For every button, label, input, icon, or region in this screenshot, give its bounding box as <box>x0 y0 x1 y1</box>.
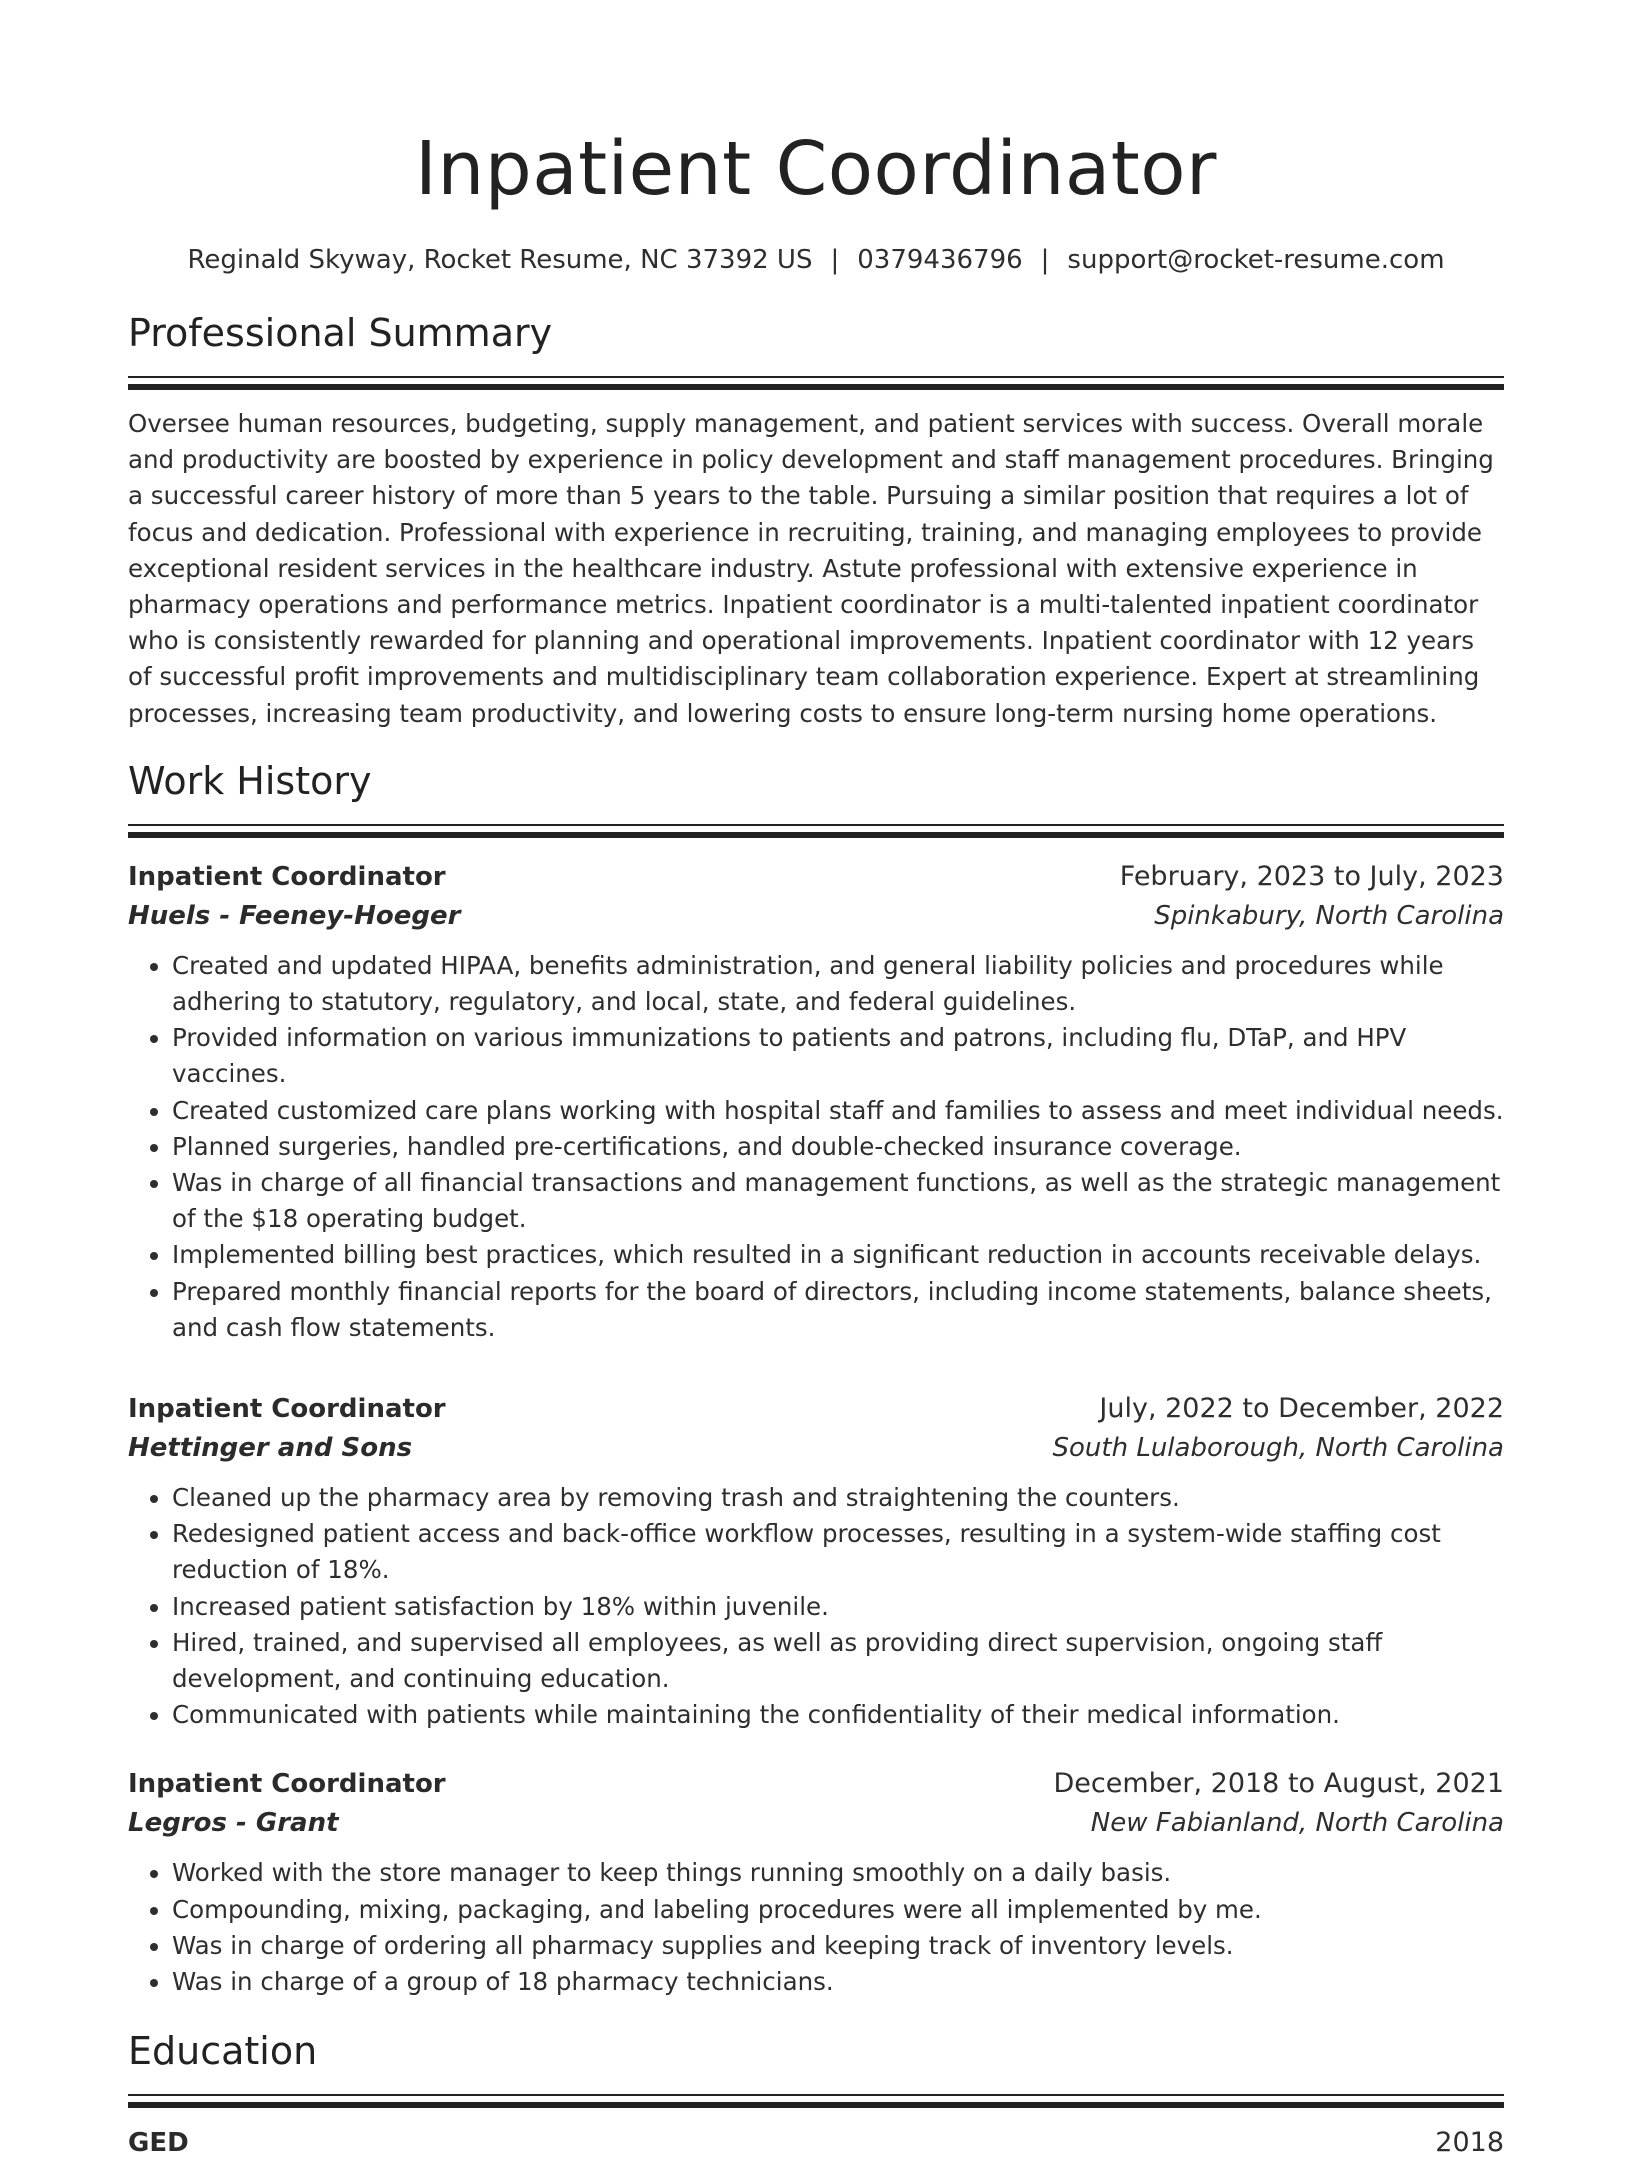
job-title: Inpatient Coordinator <box>128 1394 446 1425</box>
job-bullets <box>128 1855 1504 2000</box>
list-item: • Communicated with patients while maintaining the confidentiality of their medical information. <box>172 1697 1504 1733</box>
section-title-summary: Professional Summary <box>128 311 553 355</box>
contact-separator: | <box>1040 245 1050 275</box>
list-item: • Planned surgeries, handled pre-certifications, and double-checked insurance coverage. <box>172 1129 1504 1165</box>
list-item: • Created customized care plans working with hospital staff and families to assess and meet individual needs. <box>172 1093 1504 1129</box>
job-entry <box>128 1765 1504 2000</box>
job-company: Huels - Feeney-Hoeger <box>128 900 461 931</box>
section-divider <box>128 824 1504 838</box>
job-company: Hettinger and Sons <box>128 1433 413 1464</box>
job-title: Inpatient Coordinator <box>128 861 446 892</box>
list-item: • Was in charge of all financial transactions and management functions, as well as the strategic management of the $18 operating budget. <box>172 1165 1504 1237</box>
list-item: • Cleaned up the pharmacy area by removing trash and straightening the counters. <box>172 1480 1504 1516</box>
contact-line <box>128 244 1504 276</box>
section-divider <box>128 376 1504 390</box>
list-item: • Provided information on various immunizations to patients and patrons, including flu, DTaP, and HPV vaccines. <box>172 1020 1504 1092</box>
contact-separator: | <box>830 245 840 275</box>
job-bullets <box>128 948 1504 1346</box>
education-section <box>128 2026 1504 2162</box>
job-title: Inpatient Coordinator <box>128 1769 446 1800</box>
contact-email[interactable]: support@rocket-resume.com <box>1067 245 1445 275</box>
contact-phone: 0379436796 <box>857 245 1023 275</box>
job-company-row <box>128 1428 1504 1468</box>
contact-address: Reginald Skyway, Rocket Resume, NC 37392 US <box>187 245 813 275</box>
section-title-work-history: Work History <box>128 758 372 803</box>
job-entry <box>128 858 1504 1346</box>
job-header-row <box>128 858 1504 896</box>
list-item: • Increased patient satisfaction by 18% within juvenile. <box>172 1589 1504 1625</box>
job-dates: February, 2023 to July, 2023 <box>1119 860 1504 892</box>
job-dates: December, 2018 to August, 2021 <box>1053 1768 1504 1800</box>
education-row <box>128 2124 1504 2162</box>
list-item: • Hired, trained, and supervised all employees, as well as providing direct supervision, ongoing staff development, and continuing education. <box>172 1625 1504 1697</box>
job-company-row <box>128 1803 1504 1843</box>
job-entry <box>128 1390 1504 1733</box>
list-item: • Prepared monthly financial reports for the board of directors, including income statements, balance sheets, and cash flow statements. <box>172 1274 1504 1346</box>
list-item: • Was in charge of a group of 18 pharmacy technicians. <box>172 1964 1504 2000</box>
work-history-section <box>128 756 1504 2000</box>
list-item: • Redesigned patient access and back-office workflow processes, resulting in a system-wide staffing cost reduction of 18%. <box>172 1516 1504 1588</box>
list-item: • Created and updated HIPAA, benefits administration, and general liability policies and procedures while adhering to statutory, regulatory, and local, state, and federal guidelines. <box>172 948 1504 1020</box>
job-location: Spinkabury, North Carolina <box>1154 900 1504 931</box>
list-item: • Worked with the store manager to keep things running smoothly on a daily basis. <box>172 1855 1504 1891</box>
job-bullets <box>128 1480 1504 1733</box>
candidate-name: Inpatient Coordinator <box>415 126 1217 212</box>
list-item: • Implemented billing best practices, which resulted in a significant reduction in accounts receivable delays. <box>172 1237 1504 1273</box>
job-header-row <box>128 1765 1504 1803</box>
job-location: South Lulaborough, North Carolina <box>1052 1433 1504 1464</box>
list-item: • Was in charge of ordering all pharmacy supplies and keeping track of inventory levels. <box>172 1928 1504 1964</box>
job-company: Legros - Grant <box>128 1808 339 1839</box>
education-degree: GED <box>128 2128 189 2159</box>
summary-text: Oversee human resources, budgeting, supply management, and patient services with success. Overall morale and productivity are boosted by experience in policy development and staff management procedures. Bringing a successful career history of more than 5 years to the table. Pursuing a similar position that requires a lot of focus and dedication. Professional with experience in recruiting, training, and managing employees to provide exceptional resident services in the healthcare industry. Astute professional with extensive experience in pharmacy operations and performance metrics. Inpatient coordinator is a multi-talented inpatient coordinator who is consistently rewarded for planning and operational improvements. Inpatient coordinator with 12 years of successful profit improvements and multidisciplinary team collaboration experience. Expert at streamlining processes, increasing team productivity, and lowering costs to ensure long-term nursing home operations. <box>128 409 1494 728</box>
job-location: New Fabianland, North Carolina <box>1090 1808 1504 1839</box>
job-header-row <box>128 1390 1504 1428</box>
education-year: 2018 <box>1435 2127 1504 2159</box>
job-company-row <box>128 896 1504 936</box>
summary-section <box>128 308 1504 732</box>
section-divider <box>128 2094 1504 2108</box>
job-dates: July, 2022 to December, 2022 <box>1099 1393 1504 1425</box>
section-title-education: Education <box>128 2029 318 2074</box>
list-item: • Compounding, mixing, packaging, and labeling procedures were all implemented by me. <box>172 1892 1504 1928</box>
